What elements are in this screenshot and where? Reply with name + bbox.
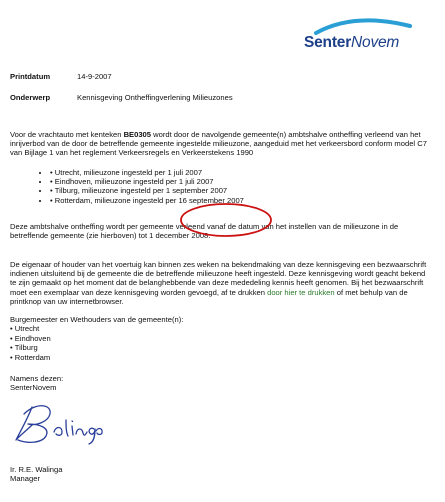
handwritten-signature [10, 398, 110, 448]
objection-text-end: of met behulp van de printknop van uw internetbrowser. [10, 287, 408, 307]
signer-title: Manager [10, 474, 40, 484]
list-item: • • Eindhoven, milieuzone ingesteld per 1 juli 2007 [50, 177, 445, 186]
mayors-heading: Burgemeester en Wethouders van de gemeente(n): [10, 315, 184, 324]
logo-text-senter: Senter [304, 34, 352, 51]
sender-org: SenterNovem [10, 383, 57, 393]
signer-name: Ir. R.E. Walinga [10, 465, 63, 474]
intro-text-start: Voor de vrachtauto met kenteken [10, 129, 124, 139]
objection-text-start: De eigenaar of houder van het voertuig kan binnen zes weken na bekendmaking van deze kennisgeving een bezwaarschrift indienen uitsluitend bij de gemeente die de betreffende milieuzone heeft ingesteld. Deze kennisgeving wordt geacht bekend te zijn gemaakt op het moment dat de belanghebbende van deze mededeling kennis heeft genomen. Bij het bezwaarschrift moet een exemplaar van deze kennisgeving worden gevoegd, af te drukken [10, 259, 427, 297]
list-item: • Tilburg [10, 343, 430, 352]
senternovem-logo [302, 14, 414, 50]
objection-paragraph [10, 260, 430, 307]
print-date-label: Printdatum [10, 72, 51, 81]
exemption-paragraph: Deze ambtshalve ontheffing wordt per gemeente verleend vanaf de datum van het instellen van de milieuzone in de betreffende gemeente (zie hierboven) tot 1 december 2008. [10, 221, 399, 240]
sender-block [10, 374, 430, 393]
subject-label: Onderwerp [10, 93, 51, 102]
license-plate: BE0305 [123, 129, 152, 139]
intro-paragraph [10, 130, 430, 158]
on-behalf-label: Namens dezen: [10, 374, 64, 383]
list-item: • • Tilburg, milieuzone ingesteld per 1 september 2007 [50, 186, 445, 195]
list-item: • Utrecht [10, 324, 430, 333]
highlight-ellipse [178, 200, 274, 240]
list-item: • Rotterdam [10, 353, 430, 362]
logo-text-novem: Novem [351, 34, 400, 51]
intro-text-end: wordt door de navolgende gemeente(n) ambtshalve ontheffing verleend van het inrijverbod van de door de betreffende gemeente ingestelde milieuzone, aangeduid met het verkeersbord conform model C7 van Bijlage 1 van het reglement Verkeersregels en Verkeerstekens 1990 [10, 129, 427, 158]
print-date-value: 14-9-2007 [77, 72, 112, 81]
print-date-row [10, 72, 112, 81]
subject-row [10, 93, 233, 102]
list-item: • Eindhoven [10, 334, 430, 343]
cities-list [10, 324, 430, 362]
mayors-block [10, 315, 430, 362]
logo-wordmark [304, 34, 399, 52]
subject-value: Kennisgeving Ontheffingverlening Milieuzones [77, 93, 233, 102]
list-item: • • Utrecht, milieuzone ingesteld per 1 juli 2007 [50, 168, 445, 177]
signer-block [10, 465, 430, 484]
list-item: • • Rotterdam, milieuzone ingesteld per 16 september 2007 [50, 196, 445, 205]
print-link[interactable]: door hier te drukken [267, 287, 335, 297]
logo-swoosh [302, 14, 414, 36]
